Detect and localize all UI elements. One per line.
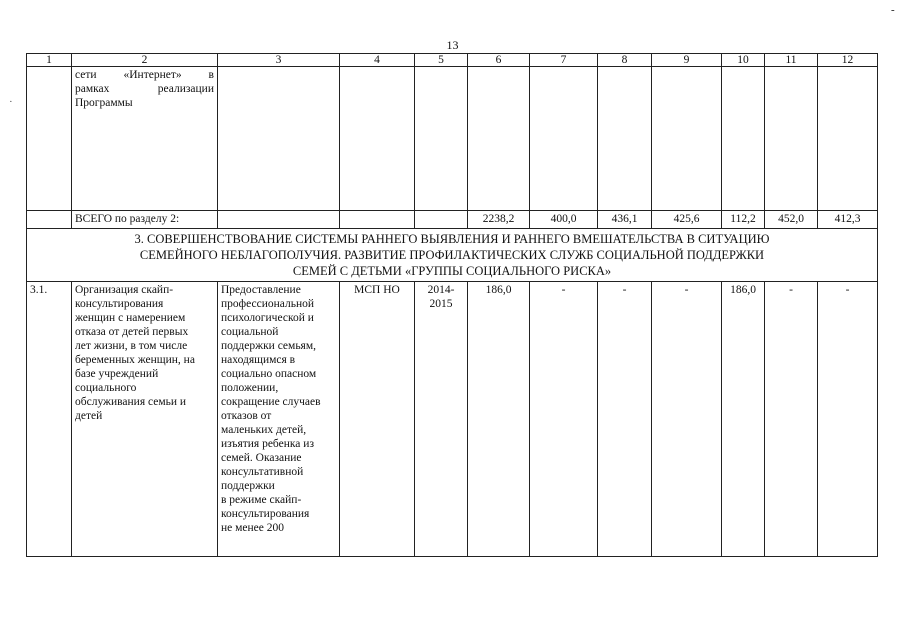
text-line: детей bbox=[75, 410, 103, 422]
section-heading-row bbox=[27, 229, 878, 282]
header-cell: 6 bbox=[468, 54, 530, 67]
text-line: базе учреждений bbox=[75, 368, 159, 380]
section-heading-line: СЕМЕЙ С ДЕТЬМИ «ГРУППЫ СОЦИАЛЬНОГО РИСКА» bbox=[292, 264, 612, 278]
page-number: 13 bbox=[446, 38, 459, 52]
text-line: сокращение случаев bbox=[221, 396, 321, 408]
value-cell: 186,0 bbox=[468, 282, 530, 557]
text-line: социального bbox=[75, 382, 137, 394]
result-cell bbox=[218, 282, 340, 557]
text-line: в режиме скайп- bbox=[221, 494, 302, 506]
total-value: 452,0 bbox=[765, 211, 818, 229]
text-line: изъятия ребенка из bbox=[221, 438, 314, 450]
header-cell: 11 bbox=[765, 54, 818, 67]
text-line: Предоставление bbox=[221, 284, 301, 296]
text-line: маленьких детей, bbox=[221, 424, 307, 436]
value-cell: - bbox=[765, 282, 818, 557]
header-cell: 3 bbox=[218, 54, 340, 67]
header-cell: 10 bbox=[722, 54, 765, 67]
text-line: рамках реализации bbox=[75, 83, 214, 95]
text-line: социальной bbox=[221, 326, 279, 338]
header-cell: 5 bbox=[415, 54, 468, 67]
total-value: 425,6 bbox=[652, 211, 722, 229]
total-value: 436,1 bbox=[598, 211, 652, 229]
header-cell: 12 bbox=[818, 54, 878, 67]
header-cell: 1 bbox=[27, 54, 72, 67]
activity-cell bbox=[72, 282, 218, 557]
text-line: Организация скайп- bbox=[75, 284, 174, 296]
text-line: семей. Оказание bbox=[221, 452, 302, 464]
section-heading-line: СЕМЕЙНОГО НЕБЛАГОПОЛУЧИЯ. РАЗВИТИЕ ПРОФИЛАКТИЧЕСКИХ СЛУЖБ СОЦИАЛЬНОЙ ПОДДЕРЖКИ bbox=[139, 248, 765, 262]
text-line: консультативной bbox=[221, 466, 304, 478]
text-line: 2015 bbox=[429, 298, 453, 310]
header-cell: 8 bbox=[598, 54, 652, 67]
value-cell: - bbox=[818, 282, 878, 557]
corner-mark: - bbox=[891, 4, 895, 16]
text-line: положении, bbox=[221, 382, 279, 394]
value-cell: 186,0 bbox=[722, 282, 765, 557]
text-line: сети «Интернет» в bbox=[75, 69, 214, 81]
value-cell: - bbox=[598, 282, 652, 557]
text-line: 2014- bbox=[427, 284, 455, 296]
section-heading-line: 3. СОВЕРШЕНСТВОВАНИЕ СИСТЕМЫ РАННЕГО ВЫЯВЛЕНИЯ И РАННЕГО ВМЕШАТЕЛЬСТВА В СИТУАЦИЮ bbox=[134, 232, 770, 246]
total-value: 400,0 bbox=[530, 211, 598, 229]
text-line: обслуживания семьи и bbox=[75, 396, 187, 408]
margin-mark: · bbox=[9, 96, 13, 108]
text-line: психологической и bbox=[221, 312, 314, 324]
value-cell: - bbox=[530, 282, 598, 557]
text-line: лет жизни, в том числе bbox=[75, 340, 188, 352]
value-cell: - bbox=[652, 282, 722, 557]
total-value: 2238,2 bbox=[468, 211, 530, 229]
total-row bbox=[27, 211, 878, 229]
section-heading bbox=[27, 229, 878, 282]
text-line: беременных женщин, на bbox=[75, 354, 195, 366]
continuation-text bbox=[72, 67, 218, 211]
header-cell: 2 bbox=[72, 54, 218, 67]
text-line: Программы bbox=[75, 97, 133, 109]
text-line: поддержки bbox=[221, 480, 275, 492]
text-line: отказов от bbox=[221, 410, 272, 422]
text-line: консультирования bbox=[221, 508, 310, 520]
header-cell: 4 bbox=[340, 54, 415, 67]
text-line: профессиональной bbox=[221, 298, 315, 310]
text-line: женщин с намерением bbox=[75, 312, 186, 324]
table-row-3-1 bbox=[27, 282, 878, 557]
text-line: поддержки семьям, bbox=[221, 340, 317, 352]
total-label: ВСЕГО по разделу 2: bbox=[72, 211, 218, 229]
continuation-row bbox=[27, 67, 878, 211]
row-number: 3.1. bbox=[27, 282, 72, 557]
text-line: отказа от детей первых bbox=[75, 326, 189, 338]
total-value: 112,2 bbox=[722, 211, 765, 229]
header-cell: 9 bbox=[652, 54, 722, 67]
program-table bbox=[26, 53, 878, 557]
period-cell bbox=[415, 282, 468, 557]
text-line: находящимся в bbox=[221, 354, 296, 366]
header-row bbox=[27, 54, 878, 67]
executor-cell: МСП НО bbox=[340, 282, 415, 557]
header-cell: 7 bbox=[530, 54, 598, 67]
text-line: консультирования bbox=[75, 298, 164, 310]
text-line: социально опасном bbox=[221, 368, 317, 380]
text-line: не менее 200 bbox=[221, 522, 285, 534]
total-value: 412,3 bbox=[818, 211, 878, 229]
